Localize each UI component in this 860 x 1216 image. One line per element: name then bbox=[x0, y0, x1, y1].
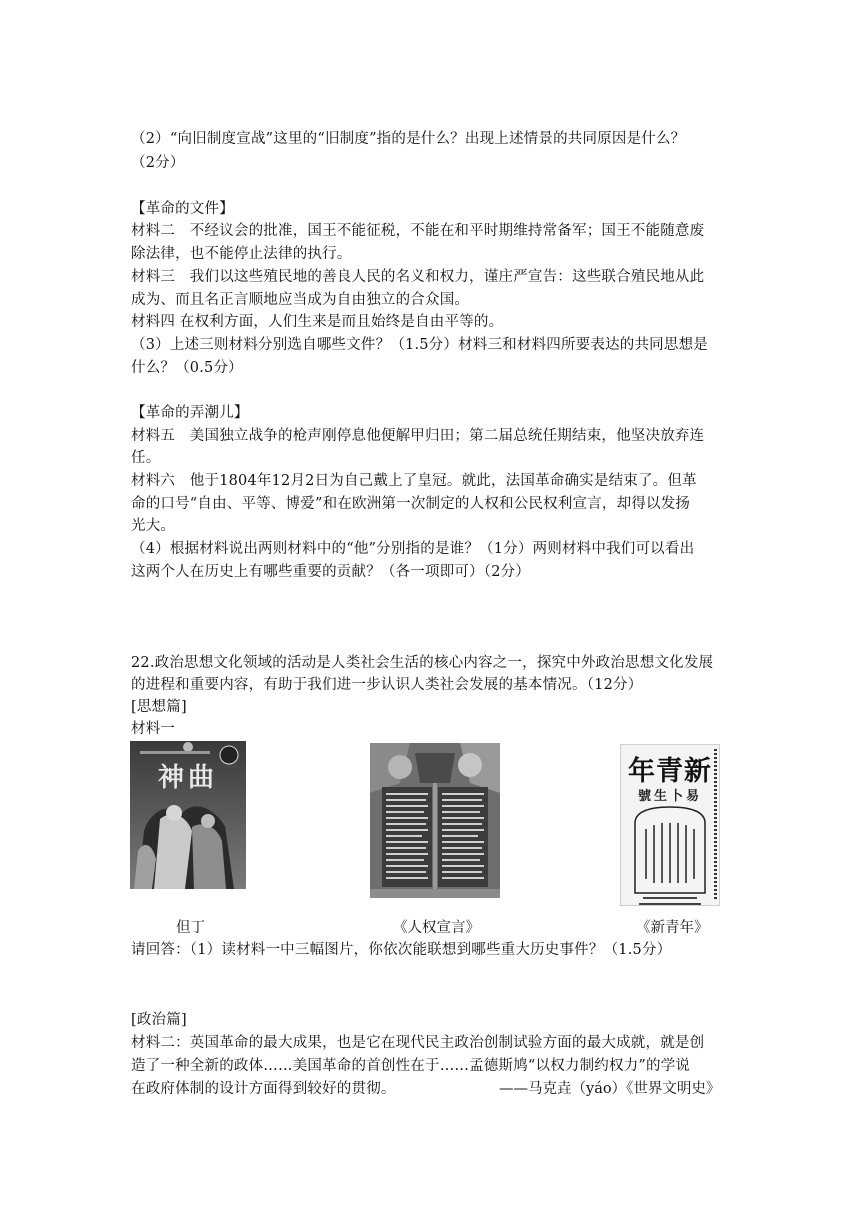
material-2-line-1: 材料二 不经议会的批准，国王不能征税，不能在和平时期维持常备军；国王不能随意废 bbox=[131, 223, 705, 239]
new-youth-cover-title: 年青新 bbox=[628, 756, 712, 787]
new-youth-cover-frame bbox=[621, 803, 719, 906]
dante-divine-comedy-image bbox=[130, 741, 246, 889]
material-2-line-2: 除法律，也不能停止法律的执行。 bbox=[131, 246, 352, 262]
material-1-label: 材料一 bbox=[131, 721, 176, 737]
material-2-politics-line-2: 造了一种全新的政体……美国革命的首创性在于……孟德斯鸠“以权力制约权力”的学说 bbox=[131, 1058, 691, 1074]
material-2-politics-line-3: 在政府体制的设计方面得到较好的贯彻。 bbox=[131, 1081, 396, 1097]
question-3-line-1: （3）上述三则材料分别选自哪些文件？（1.5分）材料三和材料四所要表达的共同思想是 bbox=[131, 337, 708, 353]
material-6-line-3: 光大。 bbox=[131, 518, 176, 534]
material-5-line-1: 材料五 美国独立战争的枪声刚停息他便解甲归田；第二届总统任期结束，他坚决放弃连 bbox=[131, 428, 705, 444]
section-heading-thought: [思想篇] bbox=[131, 699, 187, 715]
question-22-1: 请回答：（1）读材料一中三幅图片，你依次能联想到哪些重大历史事件？（1.5分） bbox=[131, 942, 672, 958]
material-6-line-2: 命的口号“自由、平等、博爱”和在欧洲第一次制定的人权和公民权利宣言，却得以发扬 bbox=[131, 496, 691, 512]
material-6-line-1: 材料六 他于1804年12月2日为自己戴上了皇冠。就此，法国革命确实是结束了。但革 bbox=[131, 473, 697, 489]
question-2-line-2: （2分） bbox=[131, 155, 185, 171]
material-5-line-2: 任。 bbox=[131, 450, 161, 466]
section-heading-politics: [政治篇] bbox=[131, 1012, 187, 1028]
material-2-source: ——马克垚（yáo）《世界文明史》 bbox=[499, 1081, 721, 1097]
section-heading-figures: 【革命的弄潮儿】 bbox=[131, 405, 249, 421]
caption-declaration: 《人权宣言》 bbox=[393, 920, 480, 936]
material-2-politics-line-1: 材料二：英国革命的最大成果，也是它在现代民主政治创制试验方面的最大成就，就是创 bbox=[131, 1035, 705, 1051]
material-3-line-1: 材料三 我们以这些殖民地的善良人民的名义和权力，谨庄严宣告：这些联合殖民地从此 bbox=[131, 269, 705, 285]
question-3-line-2: 什么？（0.5分） bbox=[131, 360, 243, 376]
question-2-line-1: （2）“向旧制度宣战”这里的“旧制度”指的是什么？出现上述情景的共同原因是什么？ bbox=[131, 131, 686, 147]
dante-cover-title: 神曲 bbox=[157, 763, 218, 793]
question-4-line-2: 这两个人在历史上有哪些重要的贡献？（各一项即可）（2分） bbox=[131, 564, 531, 580]
material-4-line: 材料四 在权利方面，人们生来是而且始终是自由平等的。 bbox=[131, 314, 504, 330]
question-22-line-2: 的进程和重要内容，有助于我们进一步认识人类社会发展的基本情况。（12分） bbox=[131, 677, 643, 693]
declaration-tablet-art bbox=[370, 743, 500, 898]
question-4-line-1: （4）根据材料说出两则材料中的“他”分别指的是谁？（1分）两则材料中我们可以看出 bbox=[131, 541, 695, 557]
new-youth-side-text bbox=[714, 749, 717, 899]
new-youth-magazine-image bbox=[620, 744, 720, 906]
declaration-of-rights-image bbox=[370, 743, 500, 898]
question-22-line-1: 22.政治思想文化领域的活动是人类社会生活的核心内容之一，探究中外政治思想文化发展 bbox=[131, 655, 714, 671]
section-heading-documents: 【革命的文件】 bbox=[131, 201, 234, 217]
material-3-line-2: 成为、而且名正言顺地应当成为自由独立的合众国。 bbox=[131, 292, 470, 308]
caption-new-youth: 《新青年》 bbox=[636, 920, 709, 936]
caption-dante: 但丁 bbox=[176, 920, 205, 936]
new-youth-cover-subtitle: 號生卜易 bbox=[637, 789, 702, 804]
